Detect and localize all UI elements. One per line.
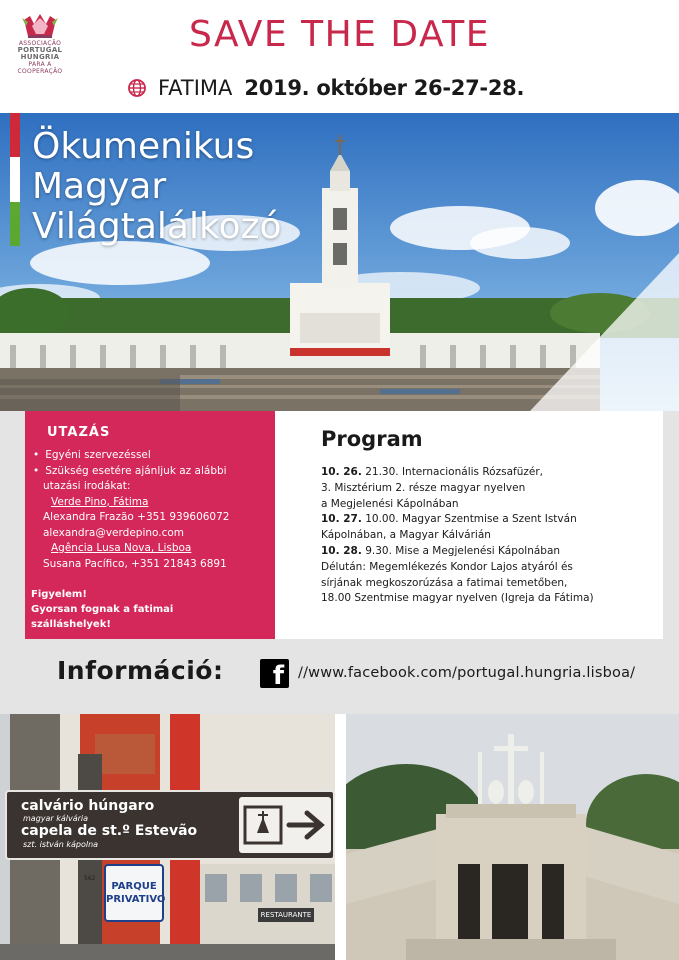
page-headline: SAVE THE DATE bbox=[188, 14, 491, 55]
event-date: 2019. október 26-27-28. bbox=[244, 76, 525, 100]
agency1-contact: Alexandra Frazão +351 939606072 bbox=[43, 511, 230, 523]
program-text: 21.30. Internacionális Rózsafüzér, bbox=[365, 466, 543, 478]
warning-line-3: szálláshelyek! bbox=[31, 619, 111, 630]
hero-title bbox=[32, 127, 282, 247]
sign-line-3: capela de st.º Estevão bbox=[21, 823, 198, 839]
privativo-line-2: PRIVATIVO bbox=[106, 894, 166, 905]
event-dateline bbox=[128, 76, 524, 100]
accommodation-warning bbox=[31, 587, 173, 632]
sign-line-2: magyar kálvária bbox=[23, 814, 89, 823]
program-line bbox=[321, 465, 663, 481]
travel-bullet-1: • Egyéni szervezéssel bbox=[33, 448, 275, 464]
info-label: Információ: bbox=[57, 656, 224, 685]
hero-title-line-3: Világtalálkozó bbox=[32, 206, 282, 247]
agency2-contact: Susana Pacífico, +351 21843 6891 bbox=[43, 557, 227, 570]
travel-heading: UTAZÁS bbox=[47, 425, 111, 440]
facebook-url[interactable]: //www.facebook.com/portugal.hungria.lisboa/ bbox=[298, 665, 636, 681]
sign-line-4: szt. istván kápolna bbox=[23, 840, 99, 849]
program-line bbox=[321, 512, 663, 528]
direction-sign bbox=[5, 790, 335, 860]
program-date-1027: 10. 27. bbox=[321, 513, 362, 526]
restaurant-sign: RESTAURANTE bbox=[258, 908, 314, 922]
logo-line-3: HUNGRIA bbox=[20, 53, 60, 61]
program-date-1028: 10. 28. bbox=[321, 544, 362, 557]
agency1-email[interactable]: alexandra@verdepino.com bbox=[43, 526, 185, 539]
arrow-right-icon bbox=[239, 797, 331, 853]
program-line: Délután: Megemlékezés Kondor Lajos atyáról és bbox=[321, 560, 573, 573]
flag-white bbox=[10, 157, 20, 201]
program-line: sírjának megkoszorúzása a fatimai temetőben, bbox=[321, 576, 568, 589]
program-line: Kápolnában, a Magyar Kálvárián bbox=[321, 529, 491, 542]
sign-line-1: calvário húngaro bbox=[21, 798, 155, 814]
photo-chapel-calvary bbox=[346, 714, 679, 960]
pole-number: 562 bbox=[84, 875, 96, 882]
hero-title-line-1: Ökumenikus bbox=[32, 126, 255, 167]
flag-red bbox=[10, 113, 20, 157]
travel-bullet-2: • Szükség esetére ajánljuk az alábbi bbox=[33, 464, 275, 480]
program-heading: Program bbox=[321, 427, 423, 451]
sign-arrow-box bbox=[239, 797, 331, 853]
program-line: 3. Misztérium 2. része magyar nyelven bbox=[321, 481, 526, 494]
program-line bbox=[321, 544, 663, 560]
program-text: 9.30. Mise a Megjelenési Kápolnában bbox=[365, 544, 561, 557]
warning-line-2: Gyorsan fognak a fatimai bbox=[31, 604, 174, 615]
program-date-1026: 10. 26. bbox=[321, 466, 362, 478]
hero-title-line-2: Magyar bbox=[32, 166, 167, 207]
event-place: FATIMA bbox=[158, 76, 233, 100]
globe-icon bbox=[128, 79, 146, 97]
warning-line-1: Figyelem! bbox=[31, 589, 87, 600]
agency-link-lusa-nova[interactable]: Agência Lusa Nova, Lisboa bbox=[51, 542, 192, 554]
program-line: a Megjelenési Kápolnában bbox=[321, 497, 459, 510]
private-parking-sign bbox=[104, 864, 164, 922]
privativo-line-1: PARQUE bbox=[111, 881, 157, 892]
facebook-icon[interactable] bbox=[260, 659, 289, 691]
program-panel bbox=[275, 411, 663, 639]
flag-green bbox=[10, 202, 20, 246]
program-text: 10.00. Magyar Szentmise a Szent István bbox=[365, 513, 577, 526]
logo-line-2: PORTUGAL bbox=[17, 46, 63, 54]
facebook-letter: f bbox=[272, 661, 284, 691]
travel-panel bbox=[25, 411, 275, 639]
travel-bullet-2-cont: utazási irodákat: bbox=[43, 480, 131, 492]
logo-line-1: ASSOCIAÇÃO bbox=[18, 40, 62, 47]
program-line: 18.00 Szentmise magyar nyelven (Igreja da Fátima) bbox=[321, 592, 594, 605]
hungarian-flag-bar bbox=[10, 113, 20, 246]
agency-link-verde-pino[interactable]: Verde Pino, Fátima bbox=[51, 495, 149, 508]
logo-line-4: PARA A COOPERAÇÃO bbox=[17, 61, 63, 75]
